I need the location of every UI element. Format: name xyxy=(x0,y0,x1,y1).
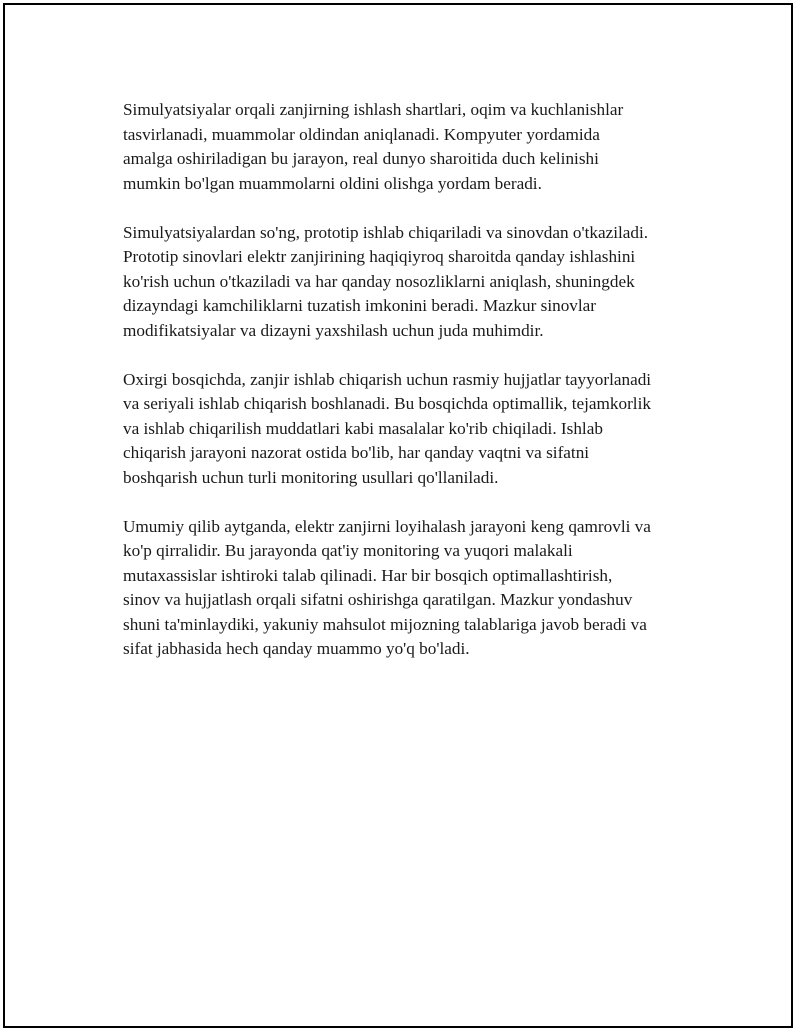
document-body xyxy=(123,98,703,686)
text-line: mutaxassislar ishtiroki talab qilinadi. Har bir bosqich optimallashtirish, xyxy=(123,565,613,585)
paragraph-2 xyxy=(123,221,703,344)
text-line: chiqarish jarayoni nazorat ostida bo'lib, har qanday vaqtni va sifatni xyxy=(123,443,590,462)
text-line: sifat jabhasida hech qanday muammo yo'q bo'ladi. xyxy=(123,639,470,658)
paragraph-4 xyxy=(123,515,703,662)
text-line: Prototip sinovlari elektr zanjirining haqiqiyroq sharoitda qanday ishlashini xyxy=(123,247,636,266)
text-line: mumkin bo'lgan muammolarni oldini olishga yordam beradi. xyxy=(123,173,542,193)
text-line: ko'p qirralidir. Bu jarayonda qat'iy monitoring va yuqori malakali xyxy=(123,541,573,560)
text-line: shuni ta'minlaydiki, yakuniy mahsulot mijozning talablariga javob beradi va xyxy=(123,614,647,634)
text-line: Oxirgi bosqichda, zanjir ishlab chiqarish uchun rasmiy hujjatlar tayyorlanadi xyxy=(123,369,652,389)
text-line: ko'rish uchun o'tkaziladi va har qanday nosozliklarni aniqlash, shuningdek xyxy=(123,271,635,291)
text-line: va seriyali ishlab chiqarish boshlanadi. Bu bosqichda optimallik, tejamkorlik xyxy=(123,394,651,413)
text-line: sinov va hujjatlash orqali sifatni oshirishga qaratilgan. Mazkur yondashuv xyxy=(123,590,633,609)
paragraph-1 xyxy=(123,98,703,196)
text-line: tasvirlanadi, muammolar oldindan aniqlanadi. Kompyuter yordamida xyxy=(123,124,600,144)
text-line: modifikatsiyalar va dizayni yaxshilash uchun juda muhimdir. xyxy=(123,320,544,340)
text-line: Simulyatsiyalar orqali zanjirning ishlash shartlari, oqim va kuchlanishlar xyxy=(123,100,624,119)
text-line: Umumiy qilib aytganda, elektr zanjirni loyihalash jarayoni keng qamrovli va xyxy=(123,516,651,536)
text-line: va ishlab chiqarilish muddatlari kabi masalalar ko'rib chiqiladi. Ishlab xyxy=(123,418,603,438)
paragraph-3 xyxy=(123,368,703,491)
page-frame xyxy=(3,3,793,1028)
text-line: dizayndagi kamchiliklarni tuzatish imkonini beradi. Mazkur sinovlar xyxy=(123,296,597,315)
text-line: boshqarish uchun turli monitoring usullari qo'llaniladi. xyxy=(123,467,499,487)
text-line: Simulyatsiyalardan so'ng, prototip ishlab chiqariladi va sinovdan o'tkaziladi. xyxy=(123,222,649,242)
text-line: amalga oshiriladigan bu jarayon, real dunyo sharoitida duch kelinishi xyxy=(123,149,599,168)
